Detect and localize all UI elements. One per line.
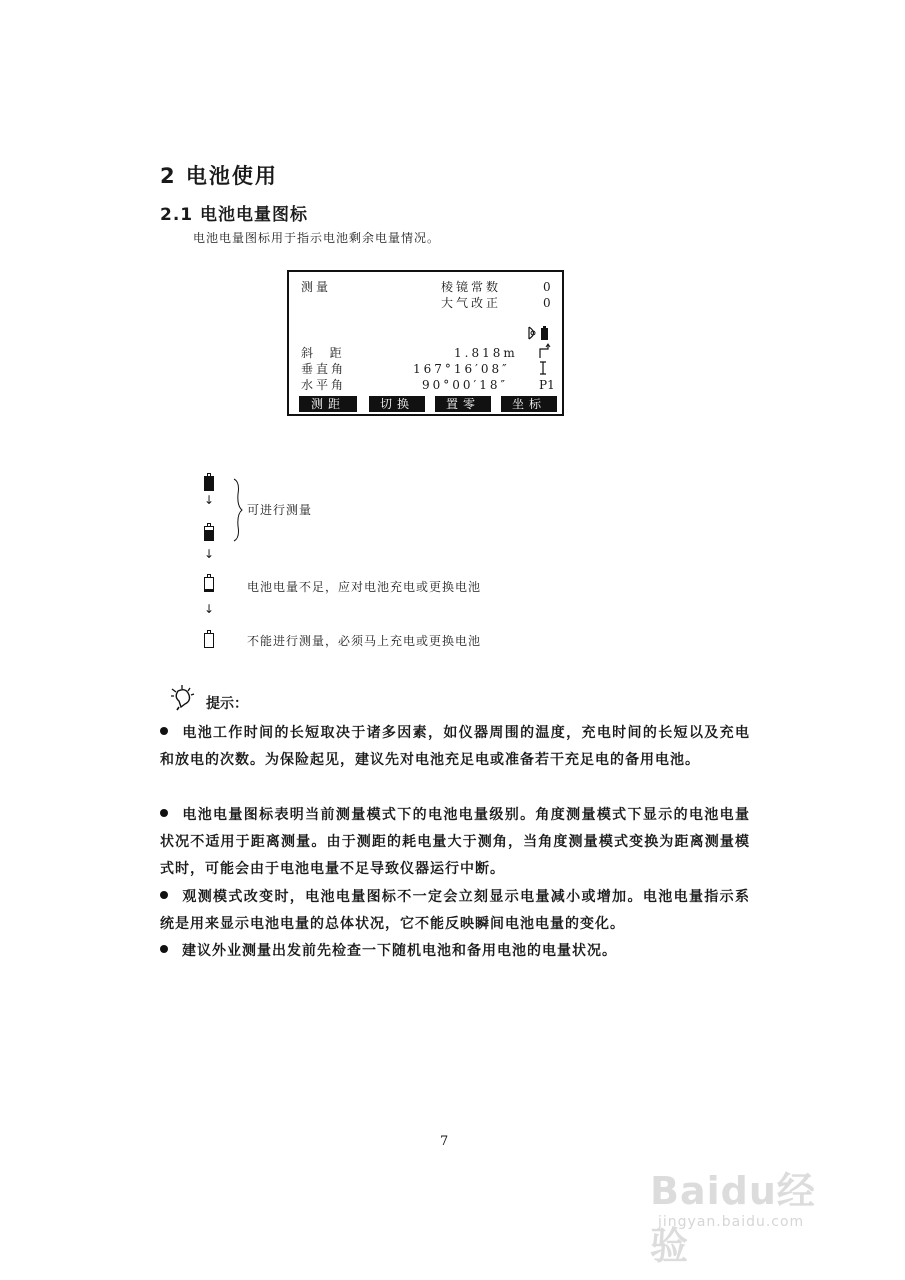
bullet-icon xyxy=(160,727,168,735)
prism-battery-icon xyxy=(527,324,551,342)
tip-item xyxy=(160,802,750,883)
subsection-title: 2.1 电池电量图标 xyxy=(160,205,309,225)
slope-distance-label: 斜 距 xyxy=(301,346,345,360)
slope-distance-value: 1.818m xyxy=(454,346,518,360)
tip-item xyxy=(160,720,750,774)
intro-text: 电池电量图标用于指示电池剩余电量情况。 xyxy=(193,231,441,245)
signal-icon xyxy=(537,343,551,359)
softkey-coord[interactable]: 坐标 xyxy=(501,396,557,412)
watermark-logo: Baidu经验 xyxy=(650,1169,816,1268)
battery-empty-icon xyxy=(204,633,214,648)
bullet-icon xyxy=(160,891,168,899)
legend-low: 电池电量不足，应对电池充电或更换电池 xyxy=(247,580,482,594)
prism-const-label: 棱镜常数 xyxy=(441,280,502,294)
arrow-down-icon: ↓ xyxy=(204,493,215,507)
battery-high-icon xyxy=(204,526,214,541)
tips-title: 提示： xyxy=(206,696,248,712)
watermark-url: jingyan.baidu.com xyxy=(658,1214,805,1230)
vertical-angle-label: 垂直角 xyxy=(301,362,347,376)
tip-item xyxy=(160,884,750,938)
bullet-icon xyxy=(160,809,168,817)
horizontal-angle-label: 水平角 xyxy=(301,378,347,392)
atm-corr-value: 0 xyxy=(543,296,554,310)
arrow-down-icon: ↓ xyxy=(204,602,215,616)
prism-const-value: 0 xyxy=(543,280,554,294)
cursor-icon xyxy=(538,361,548,375)
page-number: 7 xyxy=(440,1134,449,1149)
softkey-switch[interactable]: 切换 xyxy=(369,396,425,412)
battery-low-icon xyxy=(204,577,214,592)
brace-icon xyxy=(232,478,244,542)
watermark xyxy=(650,1150,850,1268)
arrow-down-icon: ↓ xyxy=(204,547,215,561)
atm-corr-label: 大气改正 xyxy=(441,296,502,310)
softkey-zero[interactable]: 置零 xyxy=(435,396,491,412)
legend-empty: 不能进行测量，必须马上充电或更换电池 xyxy=(247,634,482,648)
tip-item xyxy=(160,938,750,965)
tip-text: 建议外业测量出发前先检查一下随机电池和备用电池的电量状况。 xyxy=(182,943,617,959)
softkey-measure[interactable]: 测距 xyxy=(299,396,357,412)
tip-text: 电池工作时间的长短取决于诸多因素，如仪器周围的温度，充电时间的长短以及充电和放电的次数。为保险起见，建议先对电池充足电或准备若干充足电的备用电池。 xyxy=(160,725,750,768)
instrument-screen xyxy=(287,270,564,416)
legend-measurable: 可进行测量 xyxy=(247,503,313,517)
battery-full-icon xyxy=(204,476,214,491)
tip-text: 电池电量图标表明当前测量模式下的电池电量级别。角度测量模式下显示的电池电量状况不适用于距离测量。由于测距的耗电量大于测角，当角度测量模式变换为距离测量模式时，可能会由于电池电量不足导致仪器运行中断。 xyxy=(160,807,750,877)
tip-text: 观测模式改变时，电池电量图标不一定会立刻显示电量减小或增加。电池电量指示系统是用来显示电池电量的总体状况，它不能反映瞬间电池电量的变化。 xyxy=(160,889,750,932)
page-indicator: P1 xyxy=(539,378,555,392)
lightbulb-icon xyxy=(168,685,198,711)
vertical-angle-value: 167°16′08″ xyxy=(413,362,510,376)
horizontal-angle-value: 90°00′18″ xyxy=(422,378,509,392)
bullet-icon xyxy=(160,945,168,953)
softkey-bar xyxy=(297,396,557,412)
section-title: 2 电池使用 xyxy=(160,164,278,188)
screen-mode: 测量 xyxy=(301,280,332,294)
